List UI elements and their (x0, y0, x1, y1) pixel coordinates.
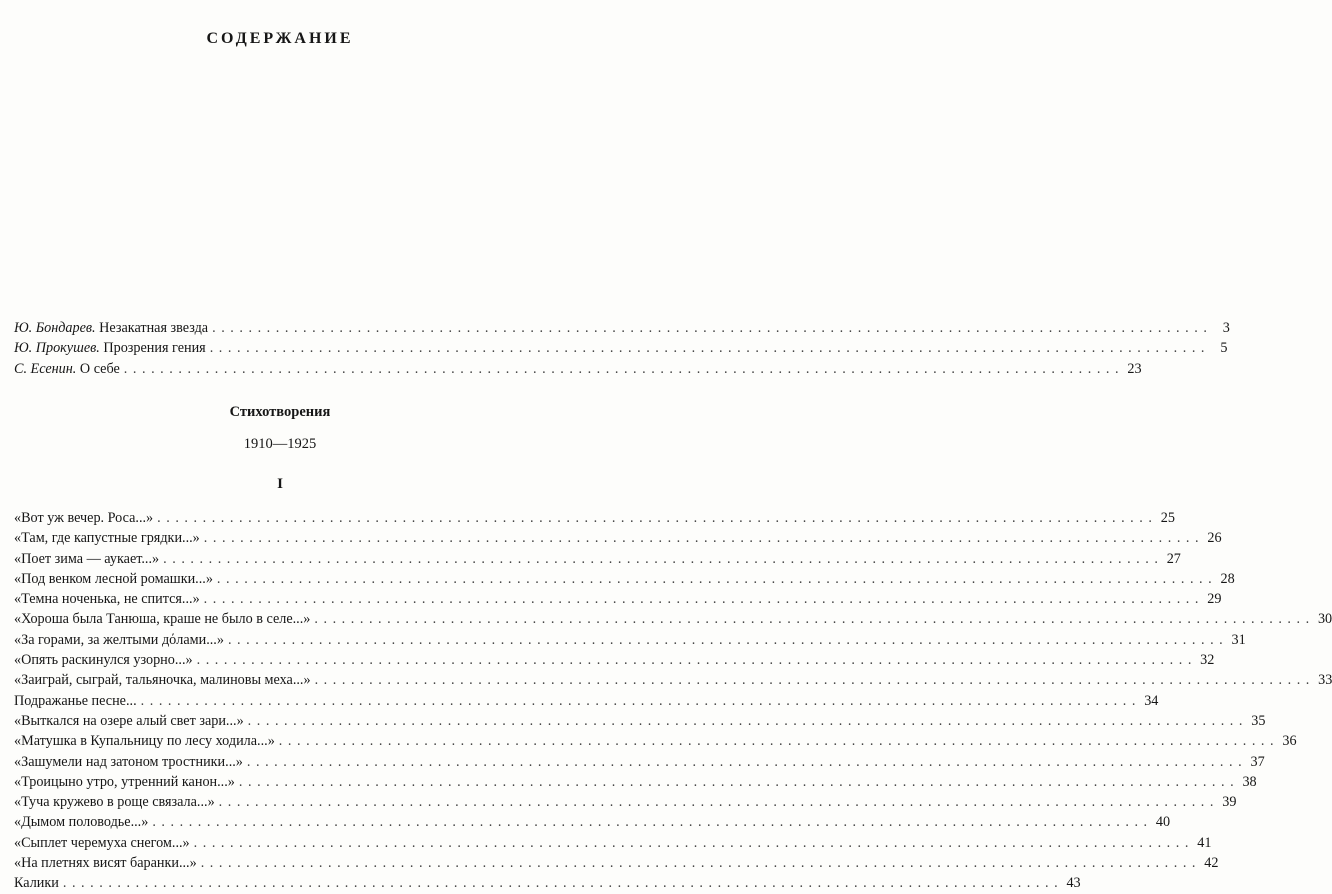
toc-entry-title: «Хороша была Танюша, краше не было в селе...» (14, 611, 311, 628)
toc-entry[interactable] (14, 359, 1142, 379)
toc-entry[interactable] (14, 711, 1266, 731)
toc-entry-page: 43 (1066, 875, 1081, 892)
toc-entry-title: «За горами, за желтыми дόлами...» (14, 631, 224, 648)
toc-entry[interactable] (14, 873, 1081, 893)
toc-entry-page: 29 (1207, 591, 1222, 608)
toc-entry-title: «Поет зима — аукает...» (14, 550, 160, 567)
toc-entry-title: «Темна ноченька, не спится...» (14, 591, 200, 608)
toc-entry-title: «Зашумели над затоном тростники...» (14, 753, 243, 770)
toc-entry-page: 34 (1144, 692, 1159, 709)
toc-entry[interactable] (14, 589, 1222, 609)
dot-leader (201, 853, 1197, 873)
dot-leader (228, 630, 1224, 650)
toc-entry[interactable] (14, 650, 1215, 670)
dot-leader (248, 711, 1244, 731)
toc-entry-title: Подражанье песне... (14, 692, 137, 709)
toc-entry[interactable] (14, 812, 1171, 832)
toc-entry-text: О себе (76, 360, 120, 377)
toc-entry-page: 33 (1318, 672, 1332, 689)
toc-entry[interactable] (14, 833, 1212, 853)
section-years: 1910—1925 (243, 436, 317, 452)
dot-leader (152, 812, 1148, 832)
toc-entry[interactable] (14, 609, 1332, 629)
toc-entry-page: 36 (1282, 733, 1297, 750)
toc-entry-title (14, 318, 208, 338)
dot-leader (217, 569, 1213, 589)
toc-entry-author: Ю. Бондарев. (14, 320, 96, 336)
toc-entry-page: 38 (1242, 773, 1257, 790)
toc-entry-title: «Опять раскинулся узорно...» (14, 652, 193, 669)
toc-entry-title (14, 359, 120, 379)
toc-entry-page: 23 (1127, 360, 1142, 377)
toc-entry-page: 28 (1220, 570, 1235, 587)
toc-entry-title: «Дымом половодье...» (14, 814, 149, 831)
dot-leader (124, 359, 1120, 379)
toc-entry-page: 3 (1222, 320, 1230, 336)
dot-leader (315, 670, 1311, 690)
toc-entry-title: «Матушка в Купальницу по лесу ходила...» (14, 733, 275, 750)
toc-entry-title: «Заиграй, сыграй, тальяночка, малиновы меха...» (14, 672, 311, 689)
toc-entry-page: 40 (1155, 814, 1171, 831)
dot-leader (63, 873, 1059, 893)
section-heading: Стихотворения (229, 404, 331, 420)
toc-entry-page: 25 (1160, 510, 1175, 526)
toc-entry[interactable] (14, 569, 1235, 589)
page-title: СОДЕРЖАНИЕ (206, 30, 354, 47)
toc-entry-page: 42 (1204, 855, 1219, 872)
toc-entry-title: «Выткался на озере алый свет зари...» (14, 712, 244, 729)
toc-entry-page: 41 (1197, 834, 1212, 851)
dot-leader (194, 833, 1190, 853)
toc-entry-page: 39 (1222, 794, 1237, 811)
toc-entry[interactable] (14, 752, 1265, 772)
toc-entry[interactable] (14, 772, 1257, 792)
toc-entry-page: 37 (1250, 753, 1265, 770)
toc-entry-title: «Под венком лесной ромашки...» (14, 570, 213, 587)
toc-entry[interactable] (14, 853, 1219, 873)
toc-entry-title: «Туча кружево в роще связала...» (14, 794, 215, 811)
toc-entry[interactable] (14, 670, 1332, 690)
toc-entry-page: 30 (1317, 611, 1332, 628)
toc-entry[interactable] (14, 528, 1222, 548)
dot-leader (197, 650, 1193, 670)
toc-entry-text: Незакатная звезда (95, 320, 209, 336)
part-number: I (277, 476, 283, 492)
toc-entry-page: 26 (1207, 530, 1222, 547)
toc-entry[interactable] (14, 792, 1237, 812)
toc-entry[interactable] (14, 318, 1230, 338)
dot-leader (247, 752, 1243, 772)
front-matter-list (14, 318, 1230, 379)
toc-entry-title: «На плетнях висят баранки...» (14, 855, 197, 872)
toc-entry-page: 5 (1220, 340, 1228, 357)
dot-leader (219, 792, 1215, 812)
toc-entry-author: Ю. Прокушев. (14, 340, 100, 357)
dot-leader (163, 549, 1159, 569)
toc-entry-title: «Троицыно утро, утренний канон...» (14, 773, 235, 790)
toc-entry-author: С. Есенин. (14, 360, 77, 377)
toc-entry-title (14, 338, 206, 358)
toc-entry[interactable] (14, 338, 1228, 358)
toc-entry[interactable] (14, 691, 1159, 711)
toc-entry-page: 32 (1200, 652, 1215, 669)
toc-entry-title: «Сыплет черемуха снегом...» (14, 834, 190, 851)
dot-leader (279, 731, 1275, 751)
toc-entry-title: «Там, где капустные грядки...» (14, 530, 200, 547)
dot-leader (314, 609, 1310, 629)
dot-leader (204, 528, 1200, 548)
poem-list (14, 508, 1332, 894)
dot-leader (239, 772, 1235, 792)
toc-entry-title: «Вот уж вечер. Роса...» (14, 510, 154, 526)
toc-entry-page: 35 (1251, 712, 1266, 729)
dot-leader (141, 691, 1137, 711)
toc-entry[interactable] (14, 549, 1181, 569)
dot-leader (204, 589, 1200, 609)
toc-entry[interactable] (14, 630, 1246, 650)
toc-entry[interactable] (14, 508, 1175, 528)
toc-entry-page: 31 (1231, 631, 1246, 648)
dot-leader (210, 338, 1206, 358)
toc-entry[interactable] (14, 731, 1297, 751)
toc-entry-page: 27 (1166, 550, 1181, 567)
toc-entry-title: Калики (14, 875, 59, 892)
dot-leader (157, 508, 1153, 528)
toc-entry-text: Прозрения гения (99, 340, 206, 357)
dot-leader (212, 318, 1208, 338)
